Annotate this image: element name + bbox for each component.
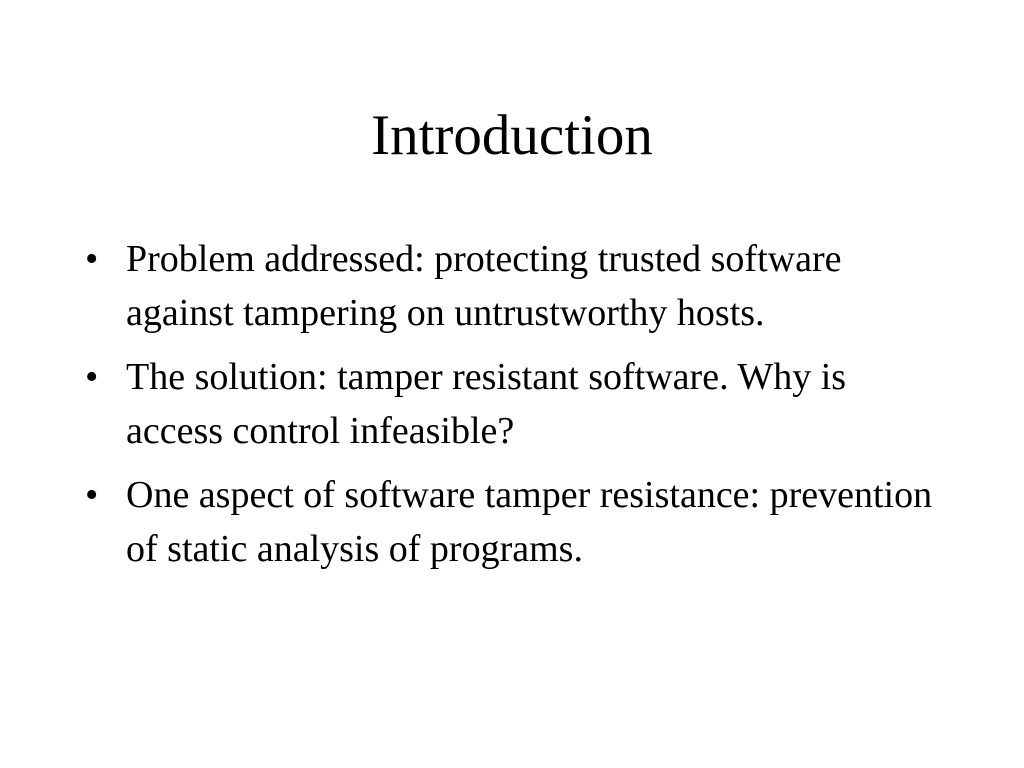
- bullet-marker: •: [85, 356, 99, 398]
- bullet-marker: •: [85, 474, 99, 516]
- bullet-marker: •: [85, 238, 99, 280]
- bullet-text: One aspect of software tamper resistance: prevention of static analysis of programs.: [126, 474, 933, 570]
- bullet-text: The solution: tamper resistant software. Why is access control infeasible?: [126, 356, 847, 452]
- bullet-item: [85, 232, 945, 340]
- bullet-text: Problem addressed: protecting trusted software against tampering on untrustworthy hosts.: [126, 238, 842, 334]
- bullet-item: [85, 350, 945, 458]
- bullet-item: [85, 468, 945, 576]
- slide-title: Introduction: [371, 104, 653, 167]
- bullet-list: [85, 232, 945, 586]
